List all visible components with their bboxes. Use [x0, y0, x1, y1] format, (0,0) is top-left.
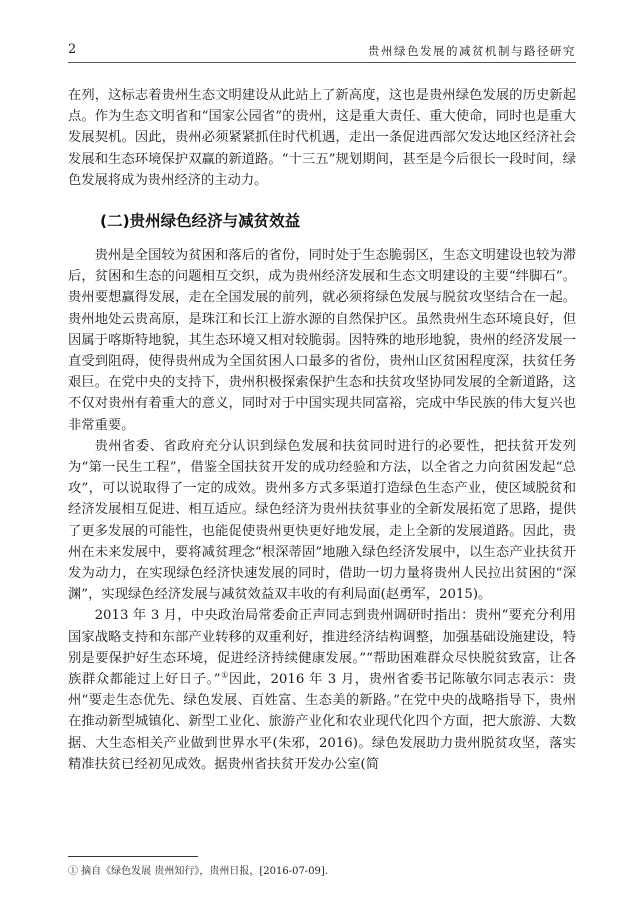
page-number: 2	[68, 42, 77, 57]
paragraph: 贵州省委、省政府充分认识到绿色发展和扶贫同时进行的必要性，把扶贫开发列为“第一民生工程”，借鉴全国扶贫开发的成功经验和方法，以全省之力向贫困发起“总攻”，可以说取得了一定的成效。贵州多方式多渠道打造绿色生态产业，使区域脱贫和经济发展相互促进、相互适应。绿色经济为贵州扶贫事业的全新发展拓宽了思路，提供了更多发展的可能性，也能促使贵州更快更好地发展，走上全新的发展道路。因此，贵州在未来发展中，要将减贫理念“根深蒂固”地融入绿色经济发展中，以生态产业扶贫开发为动力，在实现绿色经济快速发展的同时，借助一切力量将贵州人民拉出贫困的“深渊”，实现绿色经济发展与减贫效益双丰收的有利局面(赵勇军，2015)。	[68, 438, 576, 603]
main-text	[68, 85, 576, 775]
section-heading: (二)贵州绿色经济与减贫效益	[100, 212, 301, 231]
paragraph: 贵州是全国较为贫困和落后的省份，同时处于生态脆弱区，生态文明建设也较为滞后，贫困和生态的问题相互交织，成为贵州经济发展和生态文明建设的主要“绊脚石”。贵州要想赢得发展，走在全国发展的前列，就必须将绿色发展与脱贫攻坚结合在一起。贵州地处云贵高原，是珠江和长江上游水源的自然保护区。虽然贵州生态环境良好，但因属于喀斯特地貌，其生态环境又相对较脆弱。因特殊的地形地貌，贵州的经济发展一直受到阻碍，使得贵州成为全国贫困人口最多的省份，贵州山区贫困程度深，扶贫任务艰巨。在党中央的支持下，贵州积极探索保护生态和扶贫攻坚协同发展的全新道路，这不仅对贵州有着重大的意义，同时对于中国实现共同富裕，完成中华民族的伟大复兴也非常重要。	[68, 248, 576, 433]
footnote-marker[interactable]: ①	[220, 670, 229, 680]
footnote-divider	[68, 856, 198, 857]
paragraph-with-footnote	[68, 605, 576, 775]
paragraph-continued: 在列，这标志着贵州生态文明建设从此站上了新高度，这也是贵州绿色发展的历史新起点。作为生态文明省和“国家公园省”的贵州，这是重大责任、重大使命，同时也是重大发展契机。因此，贵州必须紧紧抓住时代机遇，走出一条促进西部欠发达地区经济社会发展和生态环境保护双赢的新道路。“十三五”规划期间，甚至是今后很长一段时间，绿色发展将成为贵州经济的主动力。	[68, 88, 576, 188]
footnote: ① 摘自《绿色发展 贵州知行》，贵州日报，[2016-07-09].	[68, 866, 328, 877]
running-title: 贵州绿色发展的减贫机制与路径研究	[368, 44, 576, 58]
running-header	[68, 40, 576, 63]
paragraph-text: 2013 年 3 月，中央政治局常委俞正声同志到贵州调研时指出：贵州“要充分利用国家战略支持和东部产业转移的双重利好，推进经济结构调整，加强基础设施建设，特别是要保护好生态环境，促进经济持续健康发展。”“帮助困难群众尽快脱贫致富，让各族群众都能过上好日子。”	[68, 608, 576, 688]
paragraph-text: 因此，2016 年 3 月，贵州省委书记陈敏尔同志表示：贵州“要走生态优先、绿色发展、百姓富、生态美的新路。”在党中央的战略指导下，贵州在推动新型城镇化、新型工业化、旅游产业化和农业现代化四个方面，把大旅游、大数据、大生态相关产业做到世界水平(朱邪，2016)。绿色发展助力贵州脱贫攻坚，落实精准扶贫已经初见成效。据贵州省扶贫开发办公室(简	[68, 672, 577, 772]
